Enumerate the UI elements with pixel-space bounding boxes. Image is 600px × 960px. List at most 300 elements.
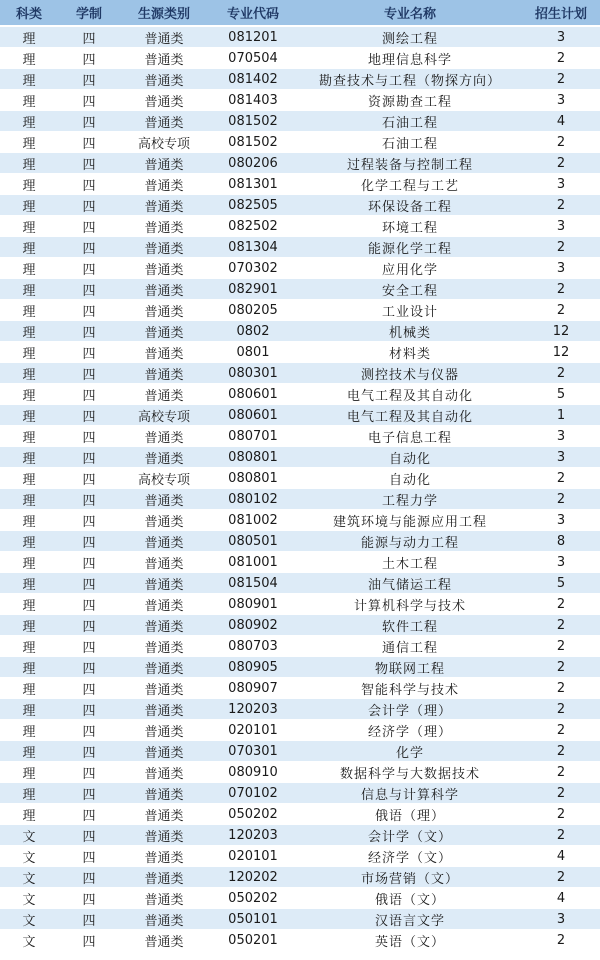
cell-duration: 四 (58, 69, 120, 90)
table-row (0, 888, 600, 909)
cell-category: 理 (0, 48, 58, 69)
table-body (0, 26, 600, 951)
cell-student-type: 普通类 (120, 804, 208, 825)
cell-student-type: 普通类 (120, 909, 208, 930)
cell-category: 理 (0, 573, 58, 594)
cell-student-type: 普通类 (120, 174, 208, 195)
cell-major-name: 会计学（文） (298, 825, 522, 846)
cell-student-type: 普通类 (120, 594, 208, 615)
cell-enrollment-plan: 2 (522, 363, 600, 384)
cell-major-code: 080910 (208, 762, 298, 783)
cell-enrollment-plan: 3 (522, 90, 600, 111)
cell-student-type: 普通类 (120, 531, 208, 552)
cell-enrollment-plan: 4 (522, 846, 600, 867)
cell-student-type: 普通类 (120, 615, 208, 636)
cell-enrollment-plan: 2 (522, 237, 600, 258)
table-row (0, 594, 600, 615)
cell-major-name: 油气储运工程 (298, 573, 522, 594)
cell-major-name: 机械类 (298, 321, 522, 342)
cell-category: 理 (0, 552, 58, 573)
cell-student-type: 普通类 (120, 216, 208, 237)
cell-enrollment-plan: 2 (522, 594, 600, 615)
cell-enrollment-plan: 2 (522, 825, 600, 846)
table-row (0, 279, 600, 300)
cell-category: 文 (0, 846, 58, 867)
cell-duration: 四 (58, 90, 120, 111)
cell-major-name: 电气工程及其自动化 (298, 405, 522, 426)
table-row (0, 804, 600, 825)
cell-student-type: 普通类 (120, 384, 208, 405)
cell-student-type: 普通类 (120, 573, 208, 594)
cell-major-code: 070301 (208, 741, 298, 762)
cell-enrollment-plan: 2 (522, 930, 600, 951)
cell-student-type: 普通类 (120, 321, 208, 342)
cell-student-type: 普通类 (120, 447, 208, 468)
cell-category: 理 (0, 699, 58, 720)
cell-major-name: 电气工程及其自动化 (298, 384, 522, 405)
cell-duration: 四 (58, 825, 120, 846)
cell-student-type: 普通类 (120, 258, 208, 279)
cell-enrollment-plan: 12 (522, 342, 600, 363)
cell-enrollment-plan: 12 (522, 321, 600, 342)
cell-major-name: 建筑环境与能源应用工程 (298, 510, 522, 531)
cell-duration: 四 (58, 342, 120, 363)
table-row (0, 762, 600, 783)
cell-major-name: 经济学（文） (298, 846, 522, 867)
table-row (0, 48, 600, 69)
cell-enrollment-plan: 3 (522, 909, 600, 930)
cell-category: 理 (0, 300, 58, 321)
cell-category: 理 (0, 342, 58, 363)
cell-major-code: 080301 (208, 363, 298, 384)
cell-major-name: 材料类 (298, 342, 522, 363)
cell-category: 理 (0, 447, 58, 468)
cell-enrollment-plan: 8 (522, 531, 600, 552)
cell-duration: 四 (58, 426, 120, 447)
cell-category: 理 (0, 426, 58, 447)
table-row (0, 678, 600, 699)
cell-category: 理 (0, 279, 58, 300)
cell-category: 理 (0, 510, 58, 531)
cell-duration: 四 (58, 720, 120, 741)
cell-student-type: 普通类 (120, 510, 208, 531)
table-row (0, 426, 600, 447)
cell-major-name: 通信工程 (298, 636, 522, 657)
cell-enrollment-plan: 2 (522, 69, 600, 90)
cell-enrollment-plan: 2 (522, 720, 600, 741)
table-row (0, 300, 600, 321)
cell-duration: 四 (58, 237, 120, 258)
cell-major-code: 080907 (208, 678, 298, 699)
table-row (0, 405, 600, 426)
cell-student-type: 普通类 (120, 363, 208, 384)
cell-major-name: 过程装备与控制工程 (298, 153, 522, 174)
cell-major-code: 080701 (208, 426, 298, 447)
cell-category: 理 (0, 321, 58, 342)
cell-duration: 四 (58, 615, 120, 636)
cell-enrollment-plan: 2 (522, 867, 600, 888)
cell-enrollment-plan: 2 (522, 195, 600, 216)
table-row (0, 342, 600, 363)
cell-category: 理 (0, 26, 58, 48)
cell-major-code: 050202 (208, 804, 298, 825)
cell-major-code: 080601 (208, 384, 298, 405)
cell-enrollment-plan: 3 (522, 552, 600, 573)
cell-duration: 四 (58, 741, 120, 762)
cell-student-type: 普通类 (120, 762, 208, 783)
header-enrollment-plan: 招生计划 (522, 0, 600, 26)
cell-duration: 四 (58, 909, 120, 930)
cell-enrollment-plan: 2 (522, 783, 600, 804)
cell-major-code: 082502 (208, 216, 298, 237)
cell-student-type: 高校专项 (120, 405, 208, 426)
cell-duration: 四 (58, 321, 120, 342)
cell-major-code: 050101 (208, 909, 298, 930)
cell-category: 理 (0, 678, 58, 699)
cell-major-code: 081502 (208, 132, 298, 153)
cell-student-type: 普通类 (120, 489, 208, 510)
cell-major-name: 俄语（理） (298, 804, 522, 825)
header-student-type: 生源类别 (120, 0, 208, 26)
cell-category: 理 (0, 636, 58, 657)
cell-major-code: 081304 (208, 237, 298, 258)
cell-major-code: 080601 (208, 405, 298, 426)
cell-category: 理 (0, 237, 58, 258)
cell-duration: 四 (58, 783, 120, 804)
cell-duration: 四 (58, 678, 120, 699)
cell-student-type: 普通类 (120, 825, 208, 846)
cell-major-name: 信息与计算科学 (298, 783, 522, 804)
cell-major-name: 化学 (298, 741, 522, 762)
cell-major-code: 070102 (208, 783, 298, 804)
cell-student-type: 普通类 (120, 237, 208, 258)
cell-duration: 四 (58, 258, 120, 279)
cell-student-type: 普通类 (120, 26, 208, 48)
cell-duration: 四 (58, 573, 120, 594)
cell-duration: 四 (58, 552, 120, 573)
cell-major-name: 测绘工程 (298, 26, 522, 48)
table-row (0, 90, 600, 111)
cell-student-type: 高校专项 (120, 132, 208, 153)
cell-duration: 四 (58, 447, 120, 468)
cell-category: 理 (0, 657, 58, 678)
cell-duration: 四 (58, 132, 120, 153)
cell-major-name: 化学工程与工艺 (298, 174, 522, 195)
cell-major-code: 081201 (208, 26, 298, 48)
cell-enrollment-plan: 4 (522, 111, 600, 132)
cell-duration: 四 (58, 762, 120, 783)
cell-student-type: 普通类 (120, 846, 208, 867)
cell-student-type: 普通类 (120, 657, 208, 678)
cell-student-type: 普通类 (120, 48, 208, 69)
cell-enrollment-plan: 2 (522, 762, 600, 783)
cell-student-type: 普通类 (120, 279, 208, 300)
cell-enrollment-plan: 2 (522, 153, 600, 174)
table-row (0, 468, 600, 489)
cell-duration: 四 (58, 195, 120, 216)
cell-major-name: 测控技术与仪器 (298, 363, 522, 384)
table-row (0, 26, 600, 48)
cell-category: 理 (0, 384, 58, 405)
cell-enrollment-plan: 3 (522, 258, 600, 279)
table-row (0, 447, 600, 468)
cell-enrollment-plan: 1 (522, 405, 600, 426)
cell-major-name: 工业设计 (298, 300, 522, 321)
cell-duration: 四 (58, 846, 120, 867)
cell-major-name: 物联网工程 (298, 657, 522, 678)
cell-enrollment-plan: 2 (522, 132, 600, 153)
cell-student-type: 普通类 (120, 426, 208, 447)
cell-category: 理 (0, 363, 58, 384)
cell-duration: 四 (58, 510, 120, 531)
cell-category: 理 (0, 174, 58, 195)
cell-duration: 四 (58, 384, 120, 405)
cell-major-code: 120203 (208, 825, 298, 846)
cell-duration: 四 (58, 468, 120, 489)
cell-student-type: 普通类 (120, 741, 208, 762)
table-row (0, 615, 600, 636)
cell-category: 文 (0, 825, 58, 846)
cell-duration: 四 (58, 48, 120, 69)
cell-major-name: 软件工程 (298, 615, 522, 636)
cell-major-name: 工程力学 (298, 489, 522, 510)
cell-category: 理 (0, 468, 58, 489)
cell-enrollment-plan: 2 (522, 636, 600, 657)
cell-category: 理 (0, 741, 58, 762)
cell-enrollment-plan: 3 (522, 216, 600, 237)
cell-student-type: 高校专项 (120, 468, 208, 489)
cell-major-name: 数据科学与大数据技术 (298, 762, 522, 783)
cell-student-type: 普通类 (120, 699, 208, 720)
cell-student-type: 普通类 (120, 930, 208, 951)
table-row (0, 846, 600, 867)
table-row (0, 321, 600, 342)
cell-enrollment-plan: 3 (522, 510, 600, 531)
cell-enrollment-plan: 2 (522, 804, 600, 825)
table-row (0, 909, 600, 930)
cell-enrollment-plan: 3 (522, 174, 600, 195)
cell-student-type: 普通类 (120, 867, 208, 888)
cell-duration: 四 (58, 174, 120, 195)
cell-student-type: 普通类 (120, 552, 208, 573)
cell-category: 理 (0, 783, 58, 804)
cell-major-code: 050201 (208, 930, 298, 951)
cell-major-name: 石油工程 (298, 132, 522, 153)
cell-student-type: 普通类 (120, 195, 208, 216)
cell-major-code: 080206 (208, 153, 298, 174)
cell-major-code: 081001 (208, 552, 298, 573)
cell-category: 理 (0, 216, 58, 237)
cell-enrollment-plan: 2 (522, 657, 600, 678)
cell-major-code: 080902 (208, 615, 298, 636)
cell-student-type: 普通类 (120, 90, 208, 111)
cell-major-code: 081502 (208, 111, 298, 132)
table-row (0, 636, 600, 657)
cell-major-code: 080205 (208, 300, 298, 321)
cell-category: 理 (0, 69, 58, 90)
cell-major-name: 经济学（理） (298, 720, 522, 741)
cell-major-code: 020101 (208, 720, 298, 741)
table-row (0, 258, 600, 279)
cell-major-code: 070302 (208, 258, 298, 279)
cell-category: 理 (0, 405, 58, 426)
cell-category: 理 (0, 762, 58, 783)
cell-enrollment-plan: 2 (522, 489, 600, 510)
cell-major-code: 120202 (208, 867, 298, 888)
cell-major-code: 080801 (208, 447, 298, 468)
table-row (0, 489, 600, 510)
cell-student-type: 普通类 (120, 153, 208, 174)
cell-major-code: 080801 (208, 468, 298, 489)
cell-category: 文 (0, 909, 58, 930)
cell-major-code: 081301 (208, 174, 298, 195)
cell-student-type: 普通类 (120, 111, 208, 132)
cell-category: 理 (0, 615, 58, 636)
cell-major-name: 汉语言文学 (298, 909, 522, 930)
cell-major-code: 0802 (208, 321, 298, 342)
cell-duration: 四 (58, 888, 120, 909)
cell-enrollment-plan: 2 (522, 279, 600, 300)
cell-major-name: 应用化学 (298, 258, 522, 279)
cell-major-code: 080905 (208, 657, 298, 678)
cell-major-code: 050202 (208, 888, 298, 909)
table-row (0, 111, 600, 132)
cell-enrollment-plan: 4 (522, 888, 600, 909)
cell-duration: 四 (58, 930, 120, 951)
cell-student-type: 普通类 (120, 300, 208, 321)
cell-duration: 四 (58, 657, 120, 678)
cell-duration: 四 (58, 363, 120, 384)
cell-major-name: 资源勘查工程 (298, 90, 522, 111)
cell-category: 理 (0, 90, 58, 111)
cell-enrollment-plan: 2 (522, 741, 600, 762)
cell-category: 理 (0, 531, 58, 552)
cell-major-code: 082505 (208, 195, 298, 216)
cell-category: 理 (0, 804, 58, 825)
cell-major-name: 电子信息工程 (298, 426, 522, 447)
cell-enrollment-plan: 2 (522, 678, 600, 699)
cell-duration: 四 (58, 279, 120, 300)
cell-enrollment-plan: 2 (522, 300, 600, 321)
cell-enrollment-plan: 2 (522, 615, 600, 636)
table-row (0, 69, 600, 90)
cell-major-name: 市场营销（文） (298, 867, 522, 888)
table-row (0, 153, 600, 174)
header-duration: 学制 (58, 0, 120, 26)
cell-category: 文 (0, 930, 58, 951)
cell-major-name: 勘查技术与工程（物探方向） (298, 69, 522, 90)
table-row (0, 174, 600, 195)
cell-duration: 四 (58, 636, 120, 657)
cell-major-code: 082901 (208, 279, 298, 300)
cell-enrollment-plan: 2 (522, 699, 600, 720)
table-row (0, 825, 600, 846)
cell-student-type: 普通类 (120, 69, 208, 90)
cell-major-code: 070504 (208, 48, 298, 69)
cell-duration: 四 (58, 867, 120, 888)
header-major-code: 专业代码 (208, 0, 298, 26)
cell-major-code: 080901 (208, 594, 298, 615)
cell-category: 理 (0, 153, 58, 174)
cell-major-name: 计算机科学与技术 (298, 594, 522, 615)
cell-duration: 四 (58, 699, 120, 720)
cell-enrollment-plan: 3 (522, 447, 600, 468)
cell-student-type: 普通类 (120, 720, 208, 741)
cell-category: 理 (0, 594, 58, 615)
cell-student-type: 普通类 (120, 783, 208, 804)
table-row (0, 699, 600, 720)
cell-major-code: 081002 (208, 510, 298, 531)
cell-major-name: 安全工程 (298, 279, 522, 300)
cell-student-type: 普通类 (120, 342, 208, 363)
table-row (0, 195, 600, 216)
table-row (0, 384, 600, 405)
cell-duration: 四 (58, 594, 120, 615)
table-row (0, 657, 600, 678)
cell-duration: 四 (58, 405, 120, 426)
cell-category: 理 (0, 258, 58, 279)
table-row (0, 216, 600, 237)
cell-category: 理 (0, 111, 58, 132)
table-row (0, 531, 600, 552)
cell-duration: 四 (58, 489, 120, 510)
cell-major-name: 智能科学与技术 (298, 678, 522, 699)
cell-major-name: 俄语（文） (298, 888, 522, 909)
table-row (0, 867, 600, 888)
header-row (0, 0, 600, 26)
cell-major-code: 080102 (208, 489, 298, 510)
table-row (0, 237, 600, 258)
table-row (0, 363, 600, 384)
cell-major-code: 020101 (208, 846, 298, 867)
header-category: 科类 (0, 0, 58, 26)
cell-student-type: 普通类 (120, 636, 208, 657)
table-row (0, 132, 600, 153)
cell-student-type: 普通类 (120, 678, 208, 699)
table-row (0, 741, 600, 762)
cell-major-code: 081403 (208, 90, 298, 111)
cell-major-name: 英语（文） (298, 930, 522, 951)
cell-major-name: 石油工程 (298, 111, 522, 132)
cell-major-name: 能源化学工程 (298, 237, 522, 258)
table-row (0, 510, 600, 531)
cell-category: 理 (0, 489, 58, 510)
cell-duration: 四 (58, 216, 120, 237)
cell-major-code: 0801 (208, 342, 298, 363)
cell-major-code: 081402 (208, 69, 298, 90)
cell-major-name: 地理信息科学 (298, 48, 522, 69)
cell-category: 理 (0, 132, 58, 153)
cell-major-name: 自动化 (298, 468, 522, 489)
cell-duration: 四 (58, 111, 120, 132)
cell-major-code: 080501 (208, 531, 298, 552)
cell-major-name: 能源与动力工程 (298, 531, 522, 552)
cell-duration: 四 (58, 804, 120, 825)
cell-student-type: 普通类 (120, 888, 208, 909)
cell-major-name: 自动化 (298, 447, 522, 468)
cell-duration: 四 (58, 531, 120, 552)
table-row (0, 783, 600, 804)
cell-category: 理 (0, 720, 58, 741)
cell-duration: 四 (58, 26, 120, 48)
header-major-name: 专业名称 (298, 0, 522, 26)
cell-enrollment-plan: 2 (522, 468, 600, 489)
cell-duration: 四 (58, 300, 120, 321)
cell-category: 文 (0, 888, 58, 909)
cell-enrollment-plan: 2 (522, 48, 600, 69)
cell-category: 文 (0, 867, 58, 888)
cell-category: 理 (0, 195, 58, 216)
